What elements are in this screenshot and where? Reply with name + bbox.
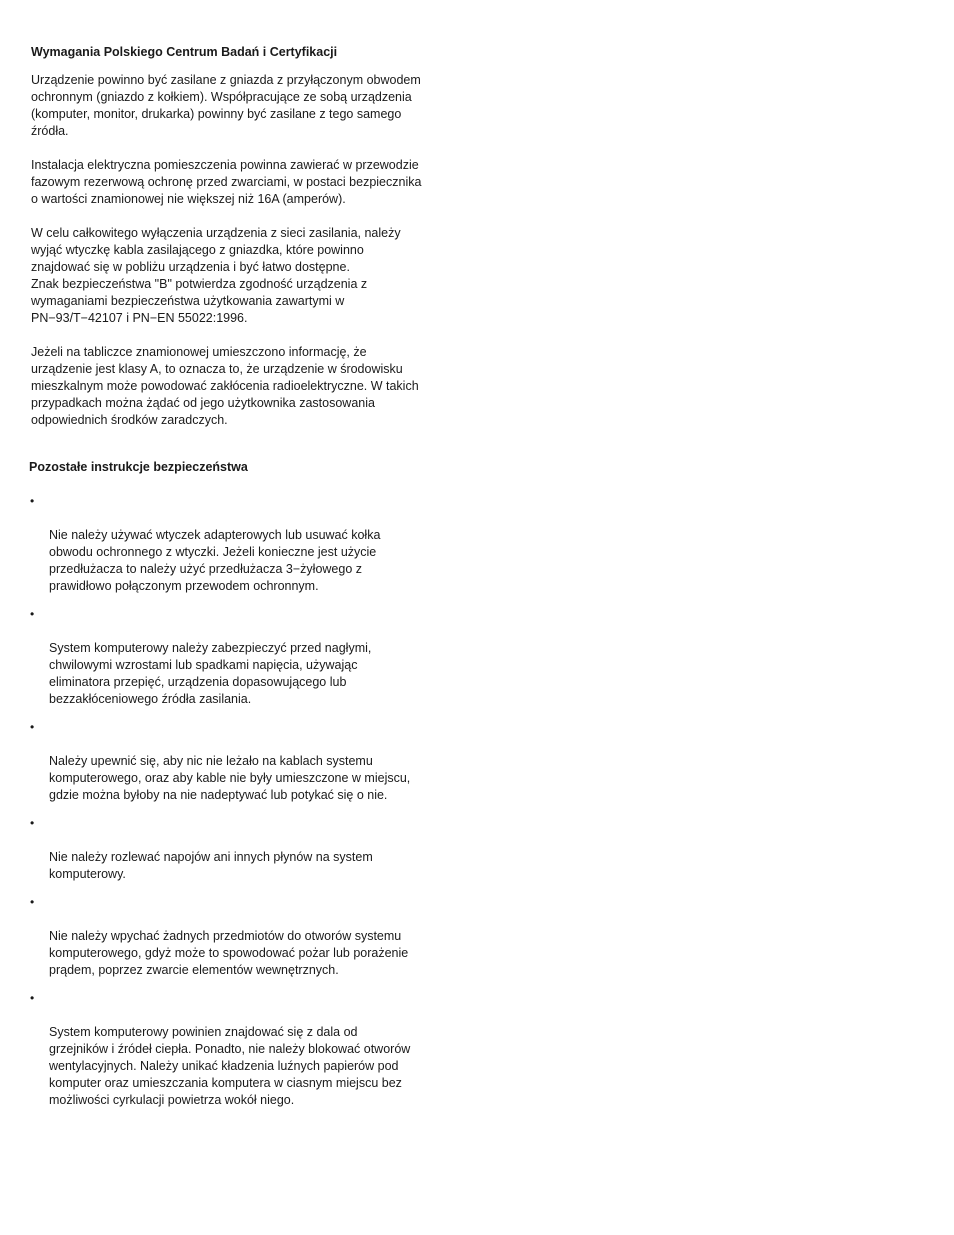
section-title-pcbc: Wymagania Polskiego Centrum Badań i Certyfikacji (31, 45, 338, 59)
bullet-icon: • (30, 991, 35, 1005)
bullet-icon: • (30, 607, 35, 621)
bullet-icon: • (30, 720, 35, 734)
paragraph-class-a-interference: Jeżeli na tabliczce znamionowej umieszczono informację, że urządzenie jest klasy A, to oznacza to, że urządzenie w środowisku mieszkalnym może powodować zakłócenia radioelektryczne. W takich przypadkach można żądać od jego użytkownika zastosowania odpowiednich środków zaradczych. (31, 345, 419, 427)
list-item (29, 493, 479, 595)
section-pcbc-requirements (31, 44, 481, 429)
section-title-other-safety: Pozostałe instrukcje bezpieczeństwa (29, 460, 248, 474)
bullet-icon: • (30, 816, 35, 830)
paragraph-power-disconnect: W celu całkowitego wyłączenia urządzenia z sieci zasilania, należy wyjąć wtyczkę kabla zasilającego z gniazdka, które powinno znajdować się w pobliżu urządzenia i być łatwo dostępne. Znak bezpieczeństwa "B" potwierdza zgodność urządzenia z wymaganiami bezpieczeństwa użytkowania zawartymi w PN−93/T−42107 i PN−EN 55022:1996. (31, 226, 401, 325)
list-item-text: System komputerowy powinien znajdować się z dala od grzejników i źródeł ciepła. Ponadto, nie należy blokować otworów wentylacyjnych. Należy unikać kładzenia luźnych papierów pod komputer oraz umieszczania komputera w ciasnym miejscu bez możliwości cyrkulacji powietrza wokół niego. (49, 1025, 411, 1107)
section-other-safety-instructions (29, 459, 479, 1120)
list-item-text: Nie należy rozlewać napojów ani innych płynów na system komputerowy. (49, 850, 373, 881)
list-item-text: System komputerowy należy zabezpieczyć przed nagłymi, chwilowymi wzrostami lub spadkami napięcia, używając eliminatora przepięć, urządzenia dopasowującego lub bezzakłóceniowego źródła zasilania. (49, 641, 372, 706)
list-item (29, 894, 479, 979)
list-item-text: Nie należy używać wtyczek adapterowych lub usuwać kołka obwodu ochronnego z wtyczki. Jeżeli konieczne jest użycie przedłużacza to należy użyć przedłużacza 3−żyłowego z prawidłowo połączonym przewodem ochronnym. (49, 528, 381, 593)
list-item-text: Nie należy wpychać żadnych przedmiotów do otworów systemu komputerowego, gdyż może to spowodować pożar lub porażenie prądem, poprzez zwarcie elementów wewnętrznych. (49, 929, 409, 977)
bullet-icon: • (30, 895, 35, 909)
paragraph-electrical-installation: Instalacja elektryczna pomieszczenia powinna zawierać w przewodzie fazowym rezerwową ochronę przed zwarciami, w postaci bezpiecznika o wartości znamionowej nie większej niż 16A (amperów). (31, 158, 422, 206)
list-item (29, 990, 479, 1109)
safety-bullet-list (29, 493, 479, 1109)
paragraph-grounded-outlet: Urządzenie powinno być zasilane z gniazda z przyłączonym obwodem ochronnym (gniazdo z kołkiem). Współpracujące ze sobą urządzenia (komputer, monitor, drukarka) powinny być zasilane z tego samego źródła. (31, 73, 421, 138)
list-item (29, 606, 479, 708)
list-item (29, 719, 479, 804)
bullet-icon: • (30, 494, 35, 508)
list-item-text: Należy upewnić się, aby nic nie leżało na kablach systemu komputerowego, oraz aby kable nie były umieszczone w miejscu, gdzie można byłoby na nie nadeptywać lub potykać się o nie. (49, 754, 411, 802)
list-item (29, 815, 479, 883)
